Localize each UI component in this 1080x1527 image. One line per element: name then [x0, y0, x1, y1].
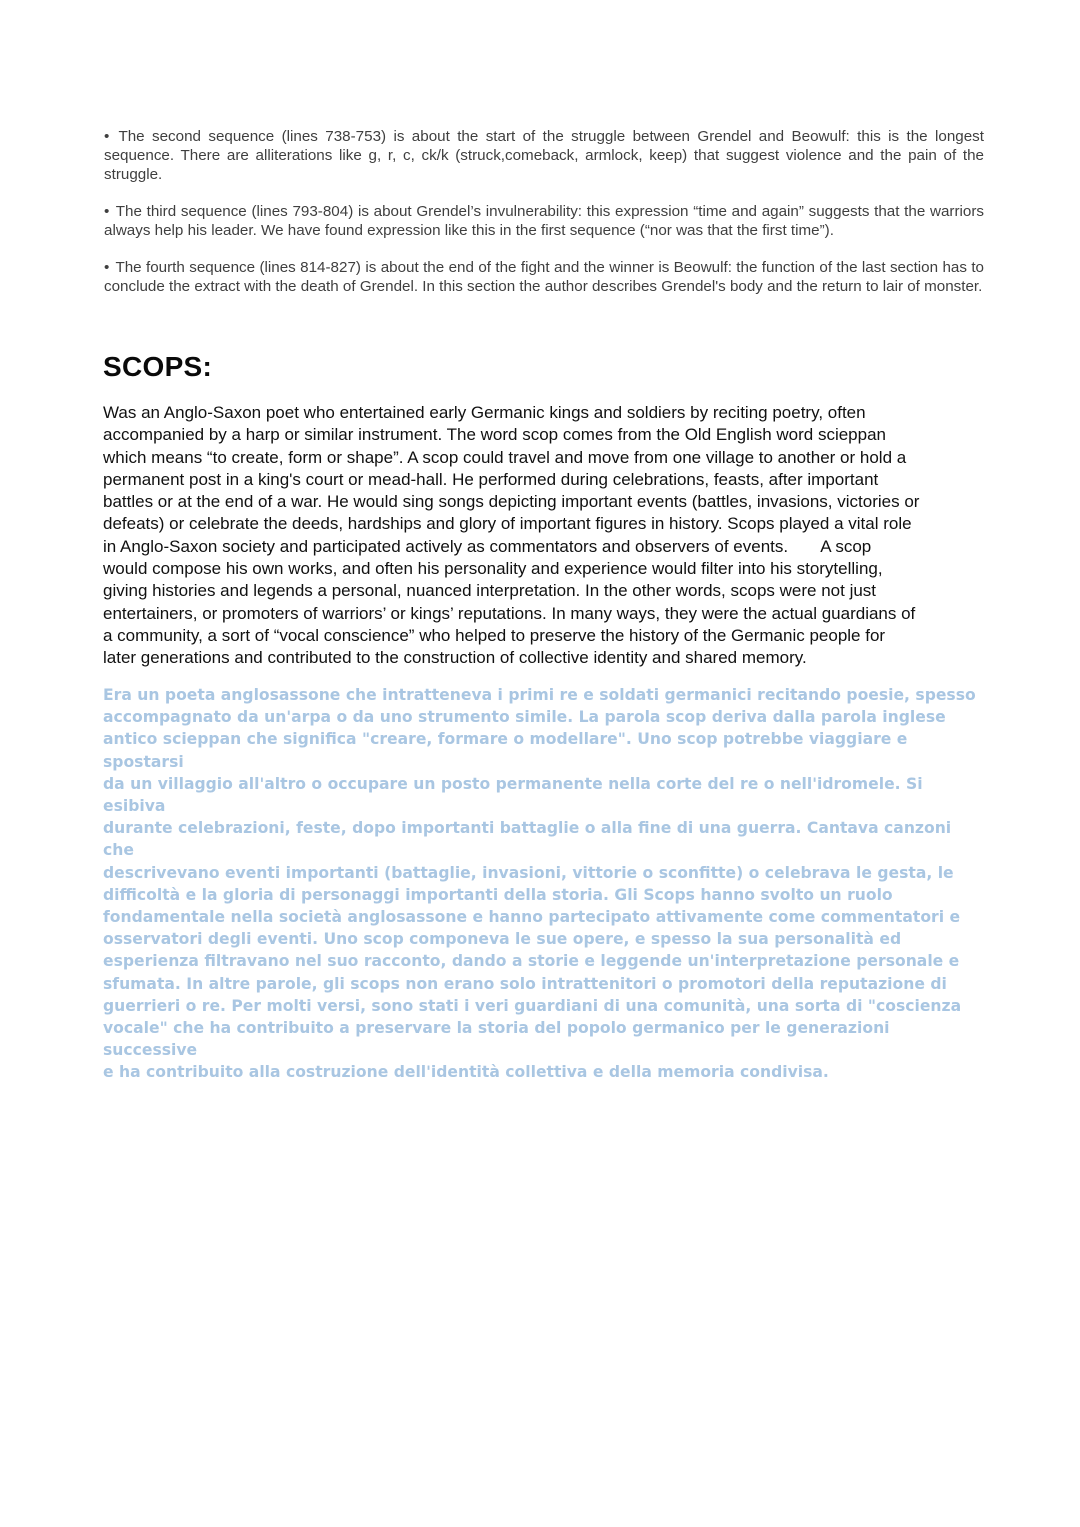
italian-line: fondamentale nella società anglosassone e hanno partecipato attivamente come commentatori e	[103, 908, 961, 927]
bullet-marker: •	[104, 128, 110, 145]
english-line: in Anglo-Saxon society and participated actively as commentators and observers of events. A scop	[103, 536, 872, 556]
bullet-marker: •	[104, 203, 110, 220]
english-line: which means “to create, form or shape”. A scop could travel and move from one village to another or hold a	[103, 447, 907, 467]
italian-line: da un villaggio all'altro o occupare un posto permanente nella corte del re o nell'idromele. Si esibiva	[103, 774, 923, 816]
english-line: Was an Anglo-Saxon poet who entertained early Germanic kings and soldiers by reciting poetry, often	[103, 403, 866, 422]
italian-line: guerrieri o re. Per molti versi, sono stati i veri guardiani di una comunità, una sorta di "coscienza	[103, 996, 962, 1015]
italian-line: sfumata. In altre parole, gli scops non erano solo intrattenitori o promotori della reputazione di	[103, 974, 947, 993]
bullet-second-sequence	[104, 127, 984, 184]
english-line: entertainers, or promoters of warriors’ or kings’ reputations. In many ways, they were the actual guardians of	[103, 603, 916, 623]
italian-line: antico scieppan che significa "creare, formare o modellare". Uno scop potrebbe viaggiare e spostarsi	[103, 730, 908, 771]
english-line: accompanied by a harp or similar instrument. The word scop comes from the Old English word scieppan	[103, 425, 886, 445]
english-line: would compose his own works, and often his personality and experience would filter into his storytelling,	[103, 559, 883, 579]
italian-line: accompagnato da un'arpa o da uno strumento simile. La parola scop deriva dalla parola inglese	[103, 708, 946, 727]
bullet-text: The fourth sequence (lines 814-827) is about the end of the fight and the winner is Beowulf: the function of the last section has to conclude the extract with the death of Grendel. In this section the author describes Grendel's body and the return to lair of monster.	[104, 259, 985, 295]
english-paragraph	[103, 402, 978, 670]
english-line: permanent post in a king's court or mead-hall. He performed during celebrations, feasts, after important	[103, 469, 879, 489]
bullet-fourth-sequence	[104, 258, 984, 296]
sequence-bullet-list	[104, 127, 984, 314]
bullet-marker: •	[104, 259, 110, 276]
english-line: a community, a sort of “vocal conscience” who helped to preserve the history of the Germanic people for	[103, 625, 886, 645]
italian-line: durante celebrazioni, feste, dopo importanti battaglie o alla fine di una guerra. Cantava canzoni che	[103, 819, 952, 860]
section-heading: SCOPS:	[103, 351, 213, 382]
bullet-text: The third sequence (lines 793-804) is about Grendel’s invulnerability: this expression “time and again” suggests that the warriors always help his leader. We have found expression like this in the first sequence (“nor was that the first time”).	[104, 203, 984, 239]
italian-line: descrivevano eventi importanti (battaglie, invasioni, vittorie o sconfitte) o celebrava le gesta, le	[103, 863, 954, 882]
bullet-text: The second sequence (lines 738-753) is about the start of the struggle between Grendel and Beowulf: this is the longest sequence. There are alliterations like g, r, c, ck/k (struck,comeback, armlock, keep) that suggest violence and the pain of the struggle.	[104, 128, 984, 183]
italian-line: Era un poeta anglosassone che intratteneva i primi re e soldati germanici recitando poesie, spesso	[103, 686, 976, 704]
english-line: defeats) or celebrate the deeds, hardships and glory of important figures in history. Scops played a vital role	[103, 514, 912, 534]
english-line: later generations and contributed to the construction of collective identity and shared memory.	[103, 648, 807, 668]
italian-line: esperienza filtravano nel suo racconto, dando a storie e leggende un'interpretazione personale e	[103, 952, 960, 971]
english-line: battles or at the end of a war. He would sing songs depicting important events (battles, invasions, victories or	[103, 492, 920, 512]
italian-line: osservatori degli eventi. Uno scop componeva le sue opere, e spesso la sua personalità ed	[103, 930, 902, 949]
italian-line: difficoltà e la gloria di personaggi importanti della storia. Gli Scops hanno svolto un ruolo	[103, 885, 893, 904]
bullet-third-sequence	[104, 202, 984, 240]
italian-line: vocale" che ha contribuito a preservare la storia del popolo germanico per le generazioni successive	[103, 1019, 890, 1060]
english-line: giving histories and legends a personal, nuanced interpretation. In the other words, scops were not just	[103, 581, 877, 601]
italian-line: e ha contribuito alla costruzione dell'identità collettiva e della memoria condivisa.	[103, 1063, 829, 1082]
italian-translation-paragraph	[103, 684, 983, 1084]
